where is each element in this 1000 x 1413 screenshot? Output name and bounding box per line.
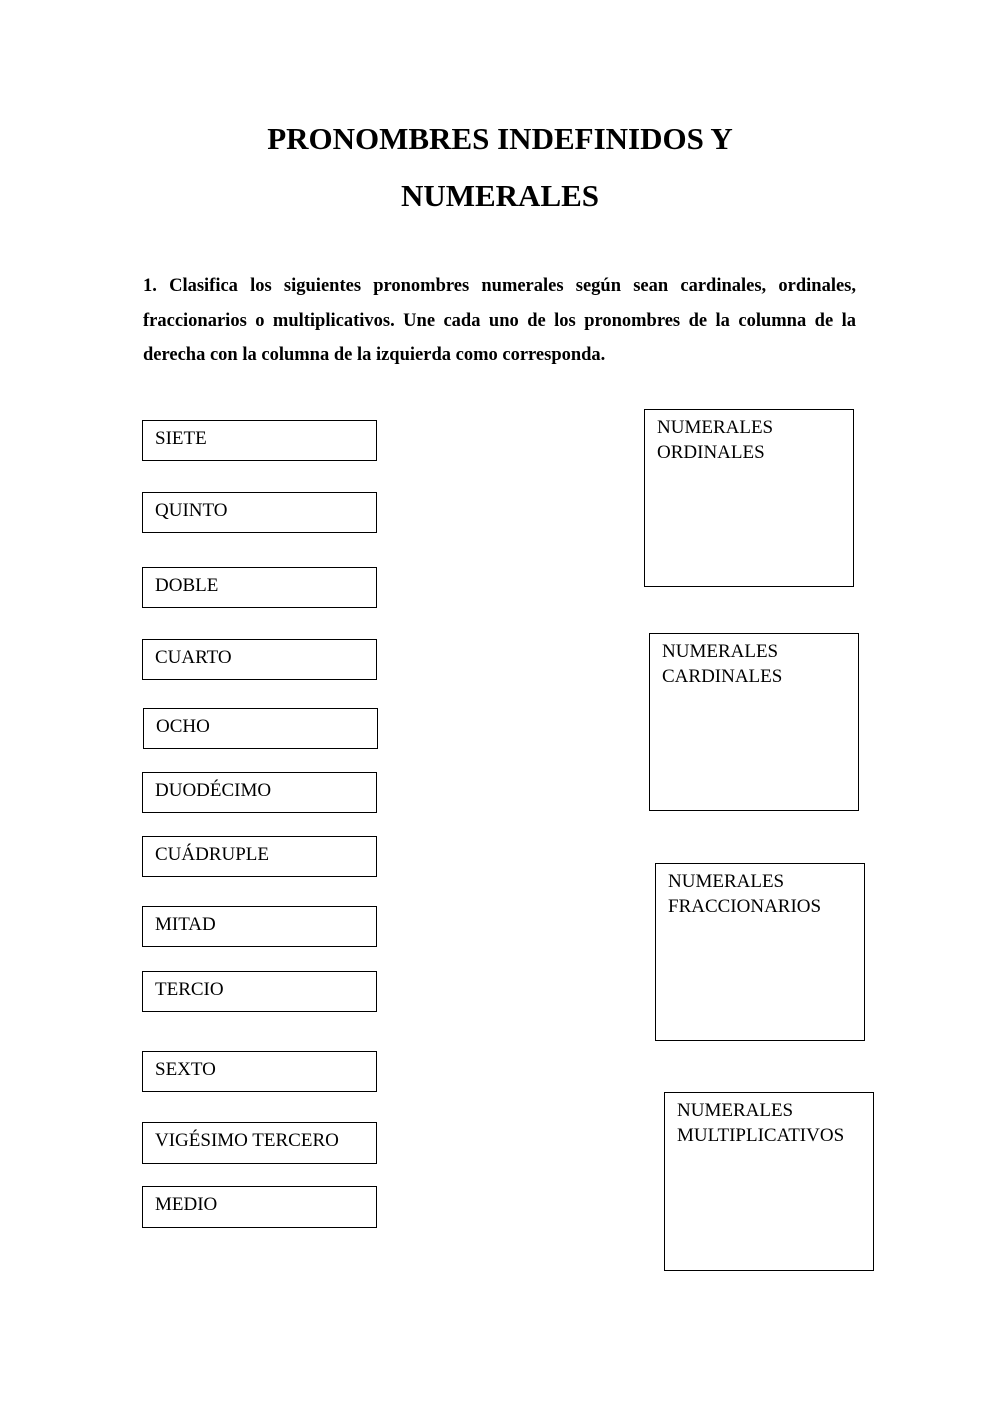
category-label-line-2: MULTIPLICATIVOS: [677, 1125, 845, 1146]
category-box-ordinales[interactable]: [644, 409, 854, 587]
category-label-line-1: NUMERALES: [662, 641, 779, 662]
category-label-line-2: FRACCIONARIOS: [668, 896, 822, 917]
category-box-cardinales[interactable]: [649, 633, 859, 811]
category-label-line-2: CARDINALES: [662, 666, 783, 687]
category-label-line-1: NUMERALES: [668, 871, 785, 892]
category-label-line-2: ORDINALES: [657, 442, 765, 463]
category-label-line-1: NUMERALES: [677, 1100, 794, 1121]
word-box-siete[interactable]: SIETE: [142, 420, 377, 461]
page-title-line-1: PRONOMBRES INDEFINIDOS Y: [267, 121, 733, 156]
page-title-line-2: NUMERALES: [400, 178, 600, 213]
word-box-duodecimo[interactable]: DUODÉCIMO: [142, 772, 377, 813]
word-box-ocho[interactable]: OCHO: [143, 708, 378, 749]
word-box-sexto[interactable]: SEXTO: [142, 1051, 377, 1092]
category-label-line-1: NUMERALES: [657, 417, 774, 438]
instructions: 1. Clasifica los siguientes pronombres numerales según sean cardinales, ordinales, fraccionarios o multiplicativos. Une cada uno de los pronombres de la columna de la derecha con la columna de la izquierda como corresponda.: [143, 276, 856, 365]
word-box-doble[interactable]: DOBLE: [142, 567, 377, 608]
word-box-quinto[interactable]: QUINTO: [142, 492, 377, 533]
category-box-fraccionarios[interactable]: [655, 863, 865, 1041]
word-box-cuadruple[interactable]: CUÁDRUPLE: [142, 836, 377, 877]
word-box-vigesimo-tercero[interactable]: VIGÉSIMO TERCERO: [142, 1122, 377, 1164]
category-box-multiplicativos[interactable]: [664, 1092, 874, 1271]
word-box-tercio[interactable]: TERCIO: [142, 971, 377, 1012]
word-box-cuarto[interactable]: CUARTO: [142, 639, 377, 680]
word-box-medio[interactable]: MEDIO: [142, 1186, 377, 1228]
word-box-mitad[interactable]: MITAD: [142, 906, 377, 947]
